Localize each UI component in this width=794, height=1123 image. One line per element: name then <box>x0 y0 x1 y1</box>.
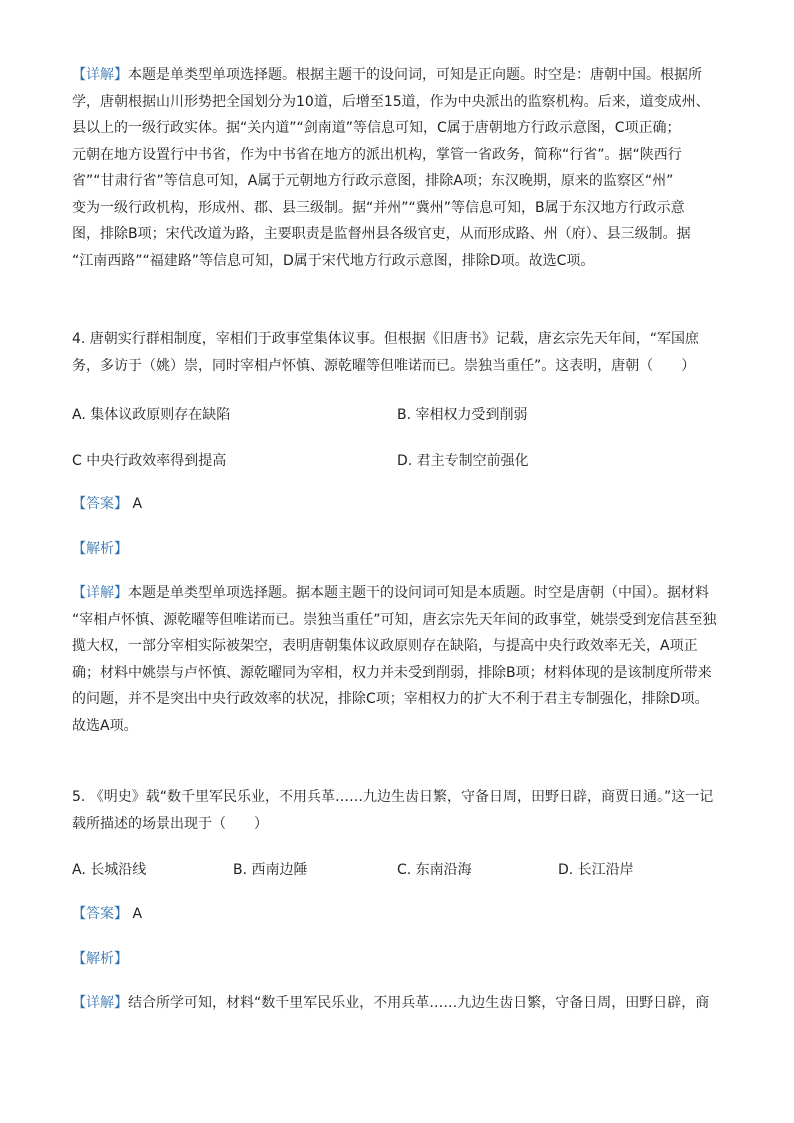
q5-detail-line-1: 【详解】结合所学可知，材料“数千里军民乐业，不用兵革……九边生齿日繁，守备日周，田野日辟，商 <box>72 995 710 1011</box>
q3-detail <box>72 62 722 274</box>
q4-answer <box>72 494 142 514</box>
q4-stem-line-1: 4. 唐朝实行群相制度，宰相们于政事堂集体议事。但根据《旧唐书》记载，唐玄宗先天年间，“军国庶 <box>72 331 700 347</box>
q4-option-a: A. 集体议政原则存在缺陷 <box>72 407 231 423</box>
q4-analysis-heading: 【解析】 <box>72 541 128 557</box>
q5-stem-line-2: 载所描述的场景出现于（ ） <box>72 815 268 832</box>
q3-detail-line-3: 县以上的一级行政实体。据“关内道”“剑南道”等信息可知，C属于唐朝地方行政示意图，C项正确； <box>72 120 681 136</box>
q4-detail <box>72 580 722 739</box>
q5-option-a: A. 长城沿线 <box>72 862 147 878</box>
answer-value: A <box>132 496 143 512</box>
q4-detail-line-1: 【详解】本题是单类型单项选择题。据本题主题干的设问词可知是本质题。时空是唐朝（中国）。据材料 <box>72 585 709 601</box>
answer-tag: 【答案】 <box>72 906 128 922</box>
q4-stem-line-2: 务，多访于（姚）崇，同时宰相卢怀慎、源乾曜等但唯诺而已。崇独当重任”。这表明，唐朝（ ） <box>72 357 696 374</box>
q5-option-d: D. 长江沿岸 <box>558 862 634 878</box>
question-4-stem <box>72 326 722 379</box>
q4-detail-line-4: 确；材料中姚崇与卢怀慎、源乾曜同为宰相，权力并未受到削弱，排除B项；材料体现的是该制度所带来 <box>72 664 712 681</box>
q4-detail-line-3: 揽大权，一部分宰相实际被架空，表明唐朝集体议政原则存在缺陷，与提高中央行政效率无关，A项正 <box>72 638 698 654</box>
answer-tag: 【答案】 <box>72 496 128 512</box>
q5-stem-line-1: 5. 《明史》载“数千里军民乐业，不用兵革……九边生齿日繁，守备日周，田野日辟，商贾日通。”这一记 <box>72 789 714 805</box>
q3-detail-line-5: 省”“甘肃行省”等信息可知，A属于元朝地方行政示意图，排除A项；东汉晚期，原来的监察区“州” <box>72 173 674 189</box>
q3-detail-line-6: 变为一级行政机构，形成州、郡、县三级制。据“并州”“冀州”等信息可知，B属于东汉地方行政示意 <box>72 199 685 216</box>
q4-option-c: C 中央行政效率得到提高 <box>72 453 227 469</box>
q3-detail-line-4: 元朝在地方设置行中书省，作为中书省在地方的派出机构，掌管一省政务，简称“行省”。据“陕西行 <box>72 146 682 163</box>
q3-detail-line-2: 学，唐朝根据山川形势把全国划分为10道，后增至15道，作为中央派出的监察机构。后来，道变成州、 <box>72 93 710 110</box>
q5-detail <box>72 990 722 1017</box>
q4-detail-line-5: 的问题，并不是突出中央行政效率的状况，排除C项；宰相权力的扩大不利于君主专制强化，排除D项。 <box>72 691 709 707</box>
q3-detail-line-1: 【详解】本题是单类型单项选择题。根据主题干的设问词，可知是正向题。时空是：唐朝中国。根据所 <box>72 67 702 83</box>
q5-option-b: B. 西南边陲 <box>233 862 308 878</box>
q4-option-d: D. 君主专制空前强化 <box>397 453 529 469</box>
q5-answer <box>72 904 142 924</box>
q5-analysis-heading: 【解析】 <box>72 951 128 967</box>
detail-tag: 【详解】 <box>72 67 128 83</box>
q4-detail-line-2: “宰相卢怀慎、源乾曜等但唯诺而已。崇独当重任”可知，唐玄宗先天年间的政事堂，姚崇受到宠信甚至独 <box>72 611 717 628</box>
question-5-stem <box>72 784 722 837</box>
detail-tag: 【详解】 <box>72 995 128 1011</box>
q3-detail-line-8: “江南西路”“福建路”等信息可知，D属于宋代地方行政示意图，排除D项。故选C项。 <box>72 252 595 269</box>
q4-option-b: B. 宰相权力受到削弱 <box>397 407 528 423</box>
detail-tag: 【详解】 <box>72 585 128 601</box>
q3-detail-line-7: 图，排除B项；宋代改道为路，主要职责是监督州县各级官吏，从而形成路、州（府）、县三级制。据 <box>72 226 691 242</box>
answer-value: A <box>132 906 143 922</box>
q5-option-c: C. 东南沿海 <box>397 862 472 878</box>
q4-detail-line-6: 故选A项。 <box>72 717 138 734</box>
